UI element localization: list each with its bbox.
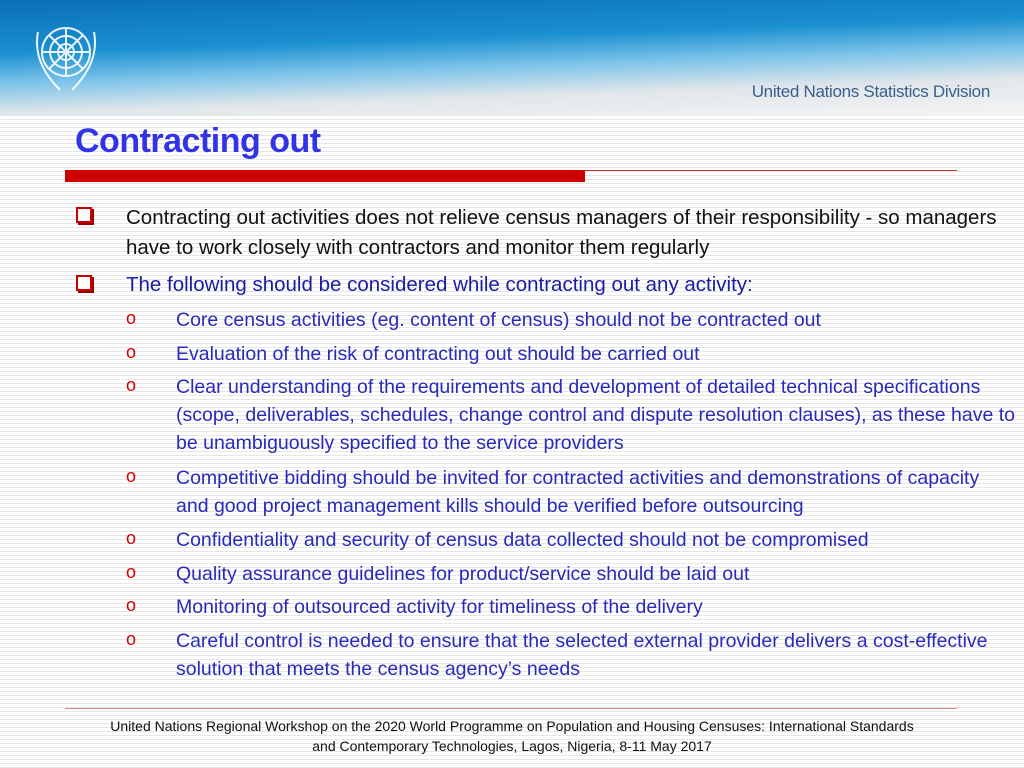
- sub-bullet-marker: o: [126, 595, 137, 615]
- header-banner: [0, 0, 1024, 116]
- sub-bullet-item: Competitive bidding should be invited for contracted activities and demonstrations of capacity and good project management kills should be verified before outsourcing: [176, 467, 980, 517]
- un-emblem-icon: [30, 12, 102, 98]
- footer-line-2: and Contemporary Technologies, Lagos, Nigeria, 8-11 May 2017: [312, 738, 712, 754]
- sub-bullet-item: Monitoring of outsourced activity for timeliness of the delivery: [176, 596, 703, 618]
- sub-bullet-marker: o: [126, 375, 137, 395]
- organization-name: United Nations Statistics Division: [751, 82, 990, 101]
- sub-bullet-marker: o: [126, 562, 137, 582]
- checkbox-bullet-icon: [76, 207, 92, 223]
- title-underline-line: [585, 170, 957, 171]
- checkbox-bullet-icon: [76, 275, 92, 291]
- footer-divider: [65, 708, 957, 709]
- sub-bullet-item: Careful control is needed to ensure that the selected external provider delivers a cost-effective solution that meets the census agency’s needs: [176, 630, 988, 680]
- sub-bullet-marker: o: [126, 342, 137, 362]
- sub-bullet-item: Confidentiality and security of census data collected should not be compromised: [176, 529, 869, 551]
- sub-bullet-item: Quality assurance guidelines for product/service should be laid out: [176, 563, 750, 585]
- sub-bullet-marker: o: [126, 528, 137, 548]
- slide-title: Contracting out: [75, 122, 321, 160]
- sub-bullet-item: Core census activities (eg. content of census) should not be contracted out: [176, 309, 821, 331]
- sub-bullet-marker: o: [126, 629, 137, 649]
- sub-bullet-item: Clear understanding of the requirements and development of detailed technical specifications (scope, deliverables, schedules, change control and dispute resolution clauses), as these have to be unambiguously specified to the service providers: [176, 376, 1016, 454]
- footer-line-1: United Nations Regional Workshop on the 2020 World Programme on Population and Housing Censuses: International Standards: [110, 718, 914, 734]
- bullet-item: The following should be considered while contracting out any activity:: [126, 273, 753, 296]
- slide-footer: [40, 716, 984, 756]
- bullet-item: Contracting out activities does not relieve census managers of their responsibility - so managers have to work closely with contractors and monitor them regularly: [126, 206, 997, 259]
- sub-bullet-item: Evaluation of the risk of contracting out should be carried out: [176, 343, 700, 365]
- sub-bullet-marker: o: [126, 466, 137, 486]
- sub-bullet-marker: o: [126, 308, 137, 328]
- title-underline-bar: [65, 170, 585, 182]
